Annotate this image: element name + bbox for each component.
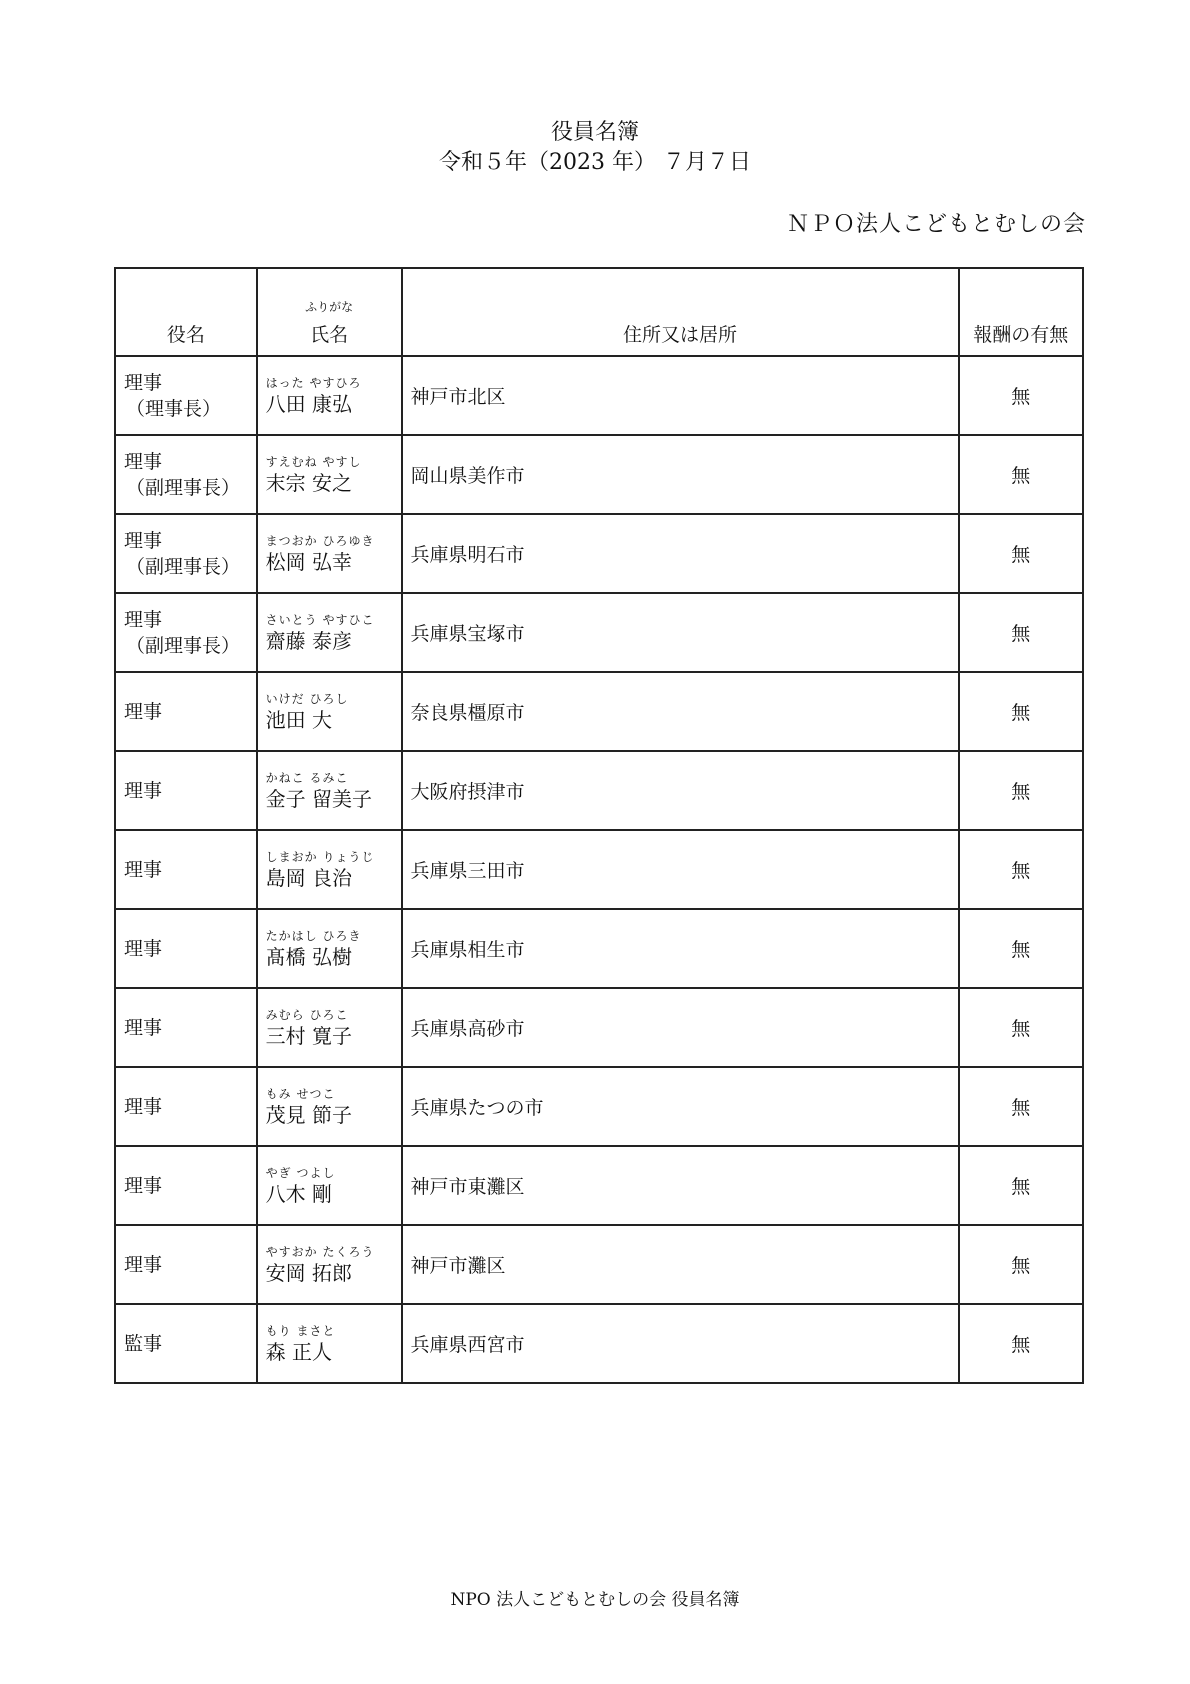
cell-remuneration: 無 <box>959 356 1084 435</box>
header-name-label: 氏名 <box>310 324 349 346</box>
cell-name <box>257 593 402 672</box>
cell-role <box>115 593 257 672</box>
name-furigana: しまおか りょうじ <box>265 849 375 864</box>
cell-remuneration: 無 <box>959 1304 1084 1383</box>
role-title: 理事 <box>124 371 163 394</box>
name-furigana: やぎ つよし <box>265 1165 336 1180</box>
person-name: 金子 留美子 <box>265 786 373 811</box>
name-furigana: いけだ ひろし <box>265 691 349 706</box>
name-furigana: まつおか ひろゆき <box>265 533 375 548</box>
cell-address: 神戸市灘区 <box>402 1225 959 1304</box>
cell-role <box>115 830 257 909</box>
role-sub: （副理事長） <box>126 476 241 499</box>
role-title: 理事 <box>124 779 163 802</box>
cell-name <box>257 751 402 830</box>
cell-name <box>257 909 402 988</box>
person-name: 安岡 拓郎 <box>265 1260 353 1285</box>
cell-role <box>115 988 257 1067</box>
role-title: 理事 <box>124 1095 163 1118</box>
cell-address: 兵庫県西宮市 <box>402 1304 959 1383</box>
role-sub: （理事長） <box>126 397 222 420</box>
cell-remuneration: 無 <box>959 593 1084 672</box>
cell-role <box>115 909 257 988</box>
person-name: 松岡 弘幸 <box>265 549 353 574</box>
header-address: 住所又は居所 <box>402 268 959 356</box>
role-title: 理事 <box>124 1174 163 1197</box>
cell-address: 神戸市東灘区 <box>402 1146 959 1225</box>
person-name: 島岡 良治 <box>265 865 353 890</box>
header-remuneration: 報酬の有無 <box>959 268 1084 356</box>
table-header-row <box>115 268 1083 356</box>
table-row <box>115 356 1083 435</box>
cell-remuneration: 無 <box>959 988 1084 1067</box>
cell-address: 兵庫県高砂市 <box>402 988 959 1067</box>
name-furigana: はった やすひろ <box>265 375 362 390</box>
person-name: 八木 剛 <box>265 1181 333 1206</box>
table-row <box>115 435 1083 514</box>
table-row <box>115 988 1083 1067</box>
header-name-furigana: ふりがな <box>305 300 354 314</box>
cell-address: 奈良県橿原市 <box>402 672 959 751</box>
person-name: 髙橋 弘樹 <box>265 944 353 969</box>
cell-role <box>115 1304 257 1383</box>
cell-role <box>115 672 257 751</box>
cell-name <box>257 672 402 751</box>
table-row <box>115 830 1083 909</box>
cell-remuneration: 無 <box>959 514 1084 593</box>
name-furigana: みむら ひろこ <box>265 1007 349 1022</box>
cell-remuneration: 無 <box>959 672 1084 751</box>
cell-address: 兵庫県相生市 <box>402 909 959 988</box>
cell-name <box>257 1146 402 1225</box>
name-furigana: すえむね やすし <box>265 454 362 469</box>
name-furigana: やすおか たくろう <box>265 1244 375 1259</box>
document-date: 令和５年（2023 年） ７月７日 <box>439 150 751 175</box>
cell-remuneration: 無 <box>959 1146 1084 1225</box>
cell-name <box>257 1225 402 1304</box>
header-role: 役名 <box>115 268 257 356</box>
name-furigana: さいとう やすひこ <box>265 612 375 627</box>
cell-role <box>115 1067 257 1146</box>
cell-address: 兵庫県三田市 <box>402 830 959 909</box>
name-furigana: もみ せつこ <box>265 1086 336 1101</box>
cell-name <box>257 435 402 514</box>
person-name: 森 正人 <box>265 1339 333 1364</box>
role-sub: （副理事長） <box>126 634 241 657</box>
cell-role <box>115 1225 257 1304</box>
document-title: 役員名簿 <box>550 120 639 145</box>
cell-remuneration: 無 <box>959 909 1084 988</box>
cell-address: 神戸市北区 <box>402 356 959 435</box>
role-title: 理事 <box>124 608 163 631</box>
table-row <box>115 1146 1083 1225</box>
table-row <box>115 672 1083 751</box>
page-footer: NPO 法人こどもとむしの会 役員名簿 <box>450 1590 740 1610</box>
table-row <box>115 514 1083 593</box>
person-name: 茂見 節子 <box>265 1102 353 1127</box>
table-row <box>115 751 1083 830</box>
table-row <box>115 1304 1083 1383</box>
name-furigana: もり まさと <box>265 1323 336 1338</box>
role-sub: （副理事長） <box>126 555 241 578</box>
cell-role <box>115 751 257 830</box>
role-title: 理事 <box>124 700 163 723</box>
cell-remuneration: 無 <box>959 751 1084 830</box>
person-name: 八田 康弘 <box>265 391 353 416</box>
table-row <box>115 1225 1083 1304</box>
role-title: 理事 <box>124 858 163 881</box>
name-furigana: かねこ るみこ <box>265 770 349 785</box>
name-furigana: たかはし ひろき <box>265 928 362 943</box>
role-title: 理事 <box>124 1016 163 1039</box>
person-name: 池田 大 <box>265 707 333 732</box>
cell-remuneration: 無 <box>959 1067 1084 1146</box>
cell-name <box>257 1304 402 1383</box>
role-title: 理事 <box>124 529 163 552</box>
person-name: 末宗 安之 <box>265 470 353 495</box>
header-name <box>257 268 402 356</box>
cell-role <box>115 1146 257 1225</box>
table-row <box>115 593 1083 672</box>
organization-name: ＮＰＯ法人こどもとむしの会 <box>786 212 1086 237</box>
cell-name <box>257 514 402 593</box>
person-name: 齋藤 泰彦 <box>265 628 353 653</box>
cell-role <box>115 514 257 593</box>
cell-address: 兵庫県明石市 <box>402 514 959 593</box>
cell-address: 大阪府摂津市 <box>402 751 959 830</box>
table-body <box>115 356 1083 1383</box>
cell-address: 岡山県美作市 <box>402 435 959 514</box>
role-title: 理事 <box>124 450 163 473</box>
cell-remuneration: 無 <box>959 1225 1084 1304</box>
person-name: 三村 寛子 <box>265 1023 353 1048</box>
role-title: 理事 <box>124 1253 163 1276</box>
table-row <box>115 1067 1083 1146</box>
cell-name <box>257 356 402 435</box>
role-title: 理事 <box>124 937 163 960</box>
table-row <box>115 909 1083 988</box>
cell-remuneration: 無 <box>959 830 1084 909</box>
cell-remuneration: 無 <box>959 435 1084 514</box>
cell-name <box>257 988 402 1067</box>
cell-address: 兵庫県宝塚市 <box>402 593 959 672</box>
officer-roster-table <box>114 267 1084 1384</box>
role-title: 監事 <box>124 1332 163 1355</box>
cell-role <box>115 435 257 514</box>
cell-address: 兵庫県たつの市 <box>402 1067 959 1146</box>
cell-role <box>115 356 257 435</box>
cell-name <box>257 1067 402 1146</box>
cell-name <box>257 830 402 909</box>
